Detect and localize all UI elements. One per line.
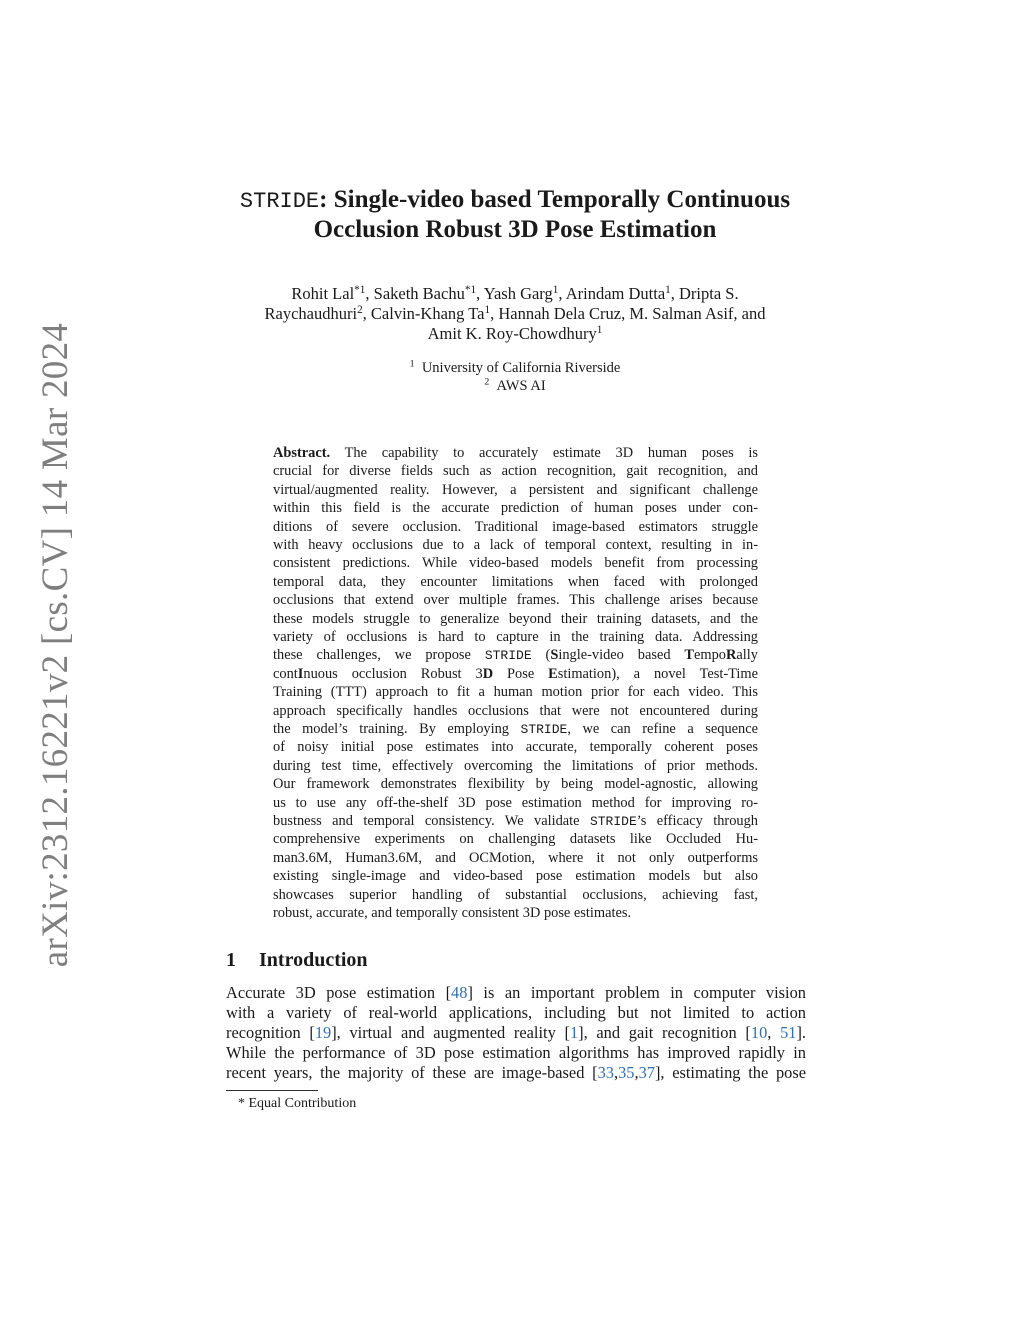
paper-title-line-1 — [212, 186, 818, 214]
abstract-text: ( — [531, 647, 551, 664]
author-sep: , — [490, 304, 499, 323]
author-sep: , — [365, 284, 374, 303]
author-mark: 1 — [484, 303, 491, 316]
abstract-line: with heavy occlusions due to a lack of temporal context, resulting in in- — [273, 537, 758, 553]
author-line-2 — [212, 304, 818, 324]
stride-name: STRIDE — [520, 722, 568, 737]
abstract-text: ally — [736, 647, 759, 664]
abstract-line: of noisy initial pose estimates into accurate, temporally coherent poses — [273, 739, 758, 756]
affiliation-1 — [212, 360, 818, 377]
citation-link[interactable]: 48 — [451, 983, 468, 1002]
footnote-mark: * — [238, 1096, 245, 1111]
abstract-text: empo — [694, 647, 727, 664]
citation-link[interactable]: 19 — [314, 1023, 332, 1042]
author-sep: , — [476, 284, 484, 303]
author-mark: 2 — [357, 303, 363, 316]
affiliation-2 — [212, 378, 818, 395]
affiliation-mark: 1 — [409, 358, 415, 370]
abstract-text: , we can refine a sequence — [567, 721, 759, 737]
abstract-text: The capability to accurately estimate 3D human poses is — [330, 445, 758, 461]
abstract-text: stimation), a novel Test-Time — [557, 665, 759, 682]
section-number: 1 — [226, 949, 236, 971]
abstract-line: approach specifically handles occlusions that were not encountered during — [273, 702, 758, 719]
citation-link[interactable]: 1 — [569, 1023, 579, 1042]
author-mark: *1 — [354, 283, 366, 296]
intro-text: , — [634, 1063, 639, 1082]
abstract-line: existing single-image and video-based pose estimation models but also — [273, 868, 758, 885]
abstract-line: occlusions that extend over multiple frames. This challenge arises because — [273, 592, 758, 609]
abstract-text: cont — [273, 665, 298, 682]
abstract-line — [273, 666, 758, 683]
acronym-letter: S — [550, 647, 559, 664]
title-text-1: : Single-video based Temporally Continuous — [319, 186, 791, 213]
acronym-letter: E — [548, 665, 558, 682]
intro-text: ]. — [796, 1023, 807, 1042]
stride-name: STRIDE — [589, 814, 637, 829]
abstract-text: Pose — [493, 665, 549, 682]
abstract-line — [273, 721, 758, 738]
abstract-line — [273, 445, 758, 462]
section-title: Introduction — [259, 949, 368, 971]
citation-link[interactable]: 35 — [618, 1063, 635, 1082]
author: Calvin-Khang Ta — [370, 304, 485, 323]
abstract-label: Abstract. — [273, 445, 331, 461]
author-line-1 — [212, 284, 818, 304]
footnote-rule — [226, 1090, 318, 1091]
intro-text: ], virtual and augmented reality [ — [331, 1023, 570, 1042]
author-line-3 — [212, 324, 818, 344]
affiliation-mark: 2 — [484, 376, 490, 388]
intro-text: Accurate 3D pose estimation [ — [226, 983, 452, 1002]
intro-line — [226, 983, 806, 1003]
abstract-line: robust, accurate, and temporally consistent 3D pose estimates. — [273, 905, 632, 921]
author-mark: 1 — [552, 283, 559, 296]
intro-text: , — [613, 1063, 619, 1082]
paper-title-line-2: Occlusion Robust 3D Pose Estimation — [313, 216, 717, 243]
abstract-line: these models struggle to generalize beyond their training datasets, and the — [273, 610, 758, 627]
abstract-text: the model’s training. By employing — [273, 721, 521, 737]
acronym-letter: I — [297, 665, 304, 682]
author-sep: , — [558, 284, 566, 303]
abstract-text: ingle-video based — [558, 647, 685, 664]
citation-link[interactable]: 10 — [750, 1023, 768, 1042]
author: Rohit Lal — [291, 284, 355, 303]
abstract-line: crucial for diverse fields such as action recognition, gait recognition, and — [273, 463, 758, 480]
acronym-letter: D — [482, 665, 494, 682]
intro-text: ], and gait recognition [ — [578, 1023, 751, 1042]
abstract-text: bustness and temporal consistency. We validate — [273, 813, 590, 829]
author: Dripta S. — [679, 284, 739, 303]
acronym-letter: R — [726, 647, 737, 664]
citation-link[interactable]: 51 — [780, 1023, 797, 1042]
abstract-line: Our framework demonstrates flexibility by being model-agnostic, allowing — [273, 776, 758, 793]
abstract-line: during test time, effectively overcoming the limitations of prior methods. — [273, 757, 758, 774]
abstract-line: comprehensive experiments on challenging datasets like Occluded Hu- — [273, 831, 758, 848]
intro-line — [226, 1063, 806, 1083]
abstract-text: nuous occlusion Robust 3 — [303, 665, 483, 682]
abstract-line: showcases superior handling of substantial occlusions, achieving fast, — [273, 886, 758, 903]
affiliation-name: University of California Riverside — [421, 360, 621, 376]
intro-line: While the performance of 3D pose estimation algorithms has improved rapidly in — [226, 1043, 806, 1062]
abstract-line — [273, 647, 758, 664]
author: Raychaudhuri — [264, 304, 358, 323]
intro-text: recent years, the majority of these are image-based [ — [226, 1063, 598, 1082]
intro-text: , — [767, 1023, 781, 1042]
abstract-line: man3.6M, Human3.6M, and OCMotion, where it not only outperforms — [273, 849, 758, 866]
section-heading — [226, 949, 368, 972]
abstract-line: virtual/augmented reality. However, a persistent and significant challenge — [273, 481, 758, 498]
footnote — [238, 1096, 356, 1112]
author: Hannah Dela Cruz, M. Salman Asif, and — [498, 304, 766, 323]
author-sep: , — [670, 284, 680, 303]
abstract-line: temporal data, they encounter limitations when faced with prolonged — [273, 573, 758, 590]
citation-link[interactable]: 33 — [597, 1063, 614, 1082]
intro-text: ] is an important problem in computer vision — [467, 983, 806, 1002]
intro-text: recognition [ — [226, 1023, 315, 1042]
intro-line: with a variety of real-world applications, including but not limited to action — [226, 1003, 806, 1022]
abstract-line: consistent predictions. While video-based models benefit from processing — [273, 555, 758, 572]
author-sep: , — [362, 304, 371, 323]
abstract-text: these challenges, we propose — [273, 647, 485, 664]
abstract-line: ditions of severe occlusion. Traditional image-based estimators struggle — [273, 518, 758, 535]
author-mark: 1 — [665, 283, 671, 296]
intro-line — [226, 1023, 806, 1043]
abstract-line: variety of occlusions is hard to capture in the training data. Addressing — [273, 629, 758, 645]
author-mark: 1 — [596, 323, 603, 336]
author: Amit K. Roy-Chowdhury — [427, 324, 597, 343]
abstract-line: us to use any off-the-shelf 3D pose estimation method for improving ro- — [273, 794, 758, 811]
citation-link[interactable]: 37 — [638, 1063, 655, 1082]
stride-name: STRIDE — [484, 648, 532, 664]
acronym-letter: T — [684, 647, 695, 664]
abstract-line: within this field is the accurate prediction of human poses under con- — [273, 500, 758, 517]
author: Yash Garg — [483, 284, 553, 303]
affiliation-name: AWS AI — [496, 378, 546, 394]
author: Saketh Bachu — [373, 284, 465, 303]
abstract-text: ’s efficacy through — [636, 813, 758, 829]
footnote-text: Equal Contribution — [245, 1096, 357, 1111]
arxiv-identifier: arXiv:2312.16221v2 [cs.CV] 14 Mar 2024 — [35, 322, 76, 968]
abstract-line — [273, 813, 758, 830]
author-mark: *1 — [464, 283, 477, 296]
intro-text: ], estimating the pose — [654, 1063, 806, 1082]
author: Arindam Dutta — [565, 284, 666, 303]
title-acronym: STRIDE — [239, 189, 320, 214]
abstract-line: Training (TTT) approach to fit a human motion prior for each video. This — [273, 684, 758, 701]
